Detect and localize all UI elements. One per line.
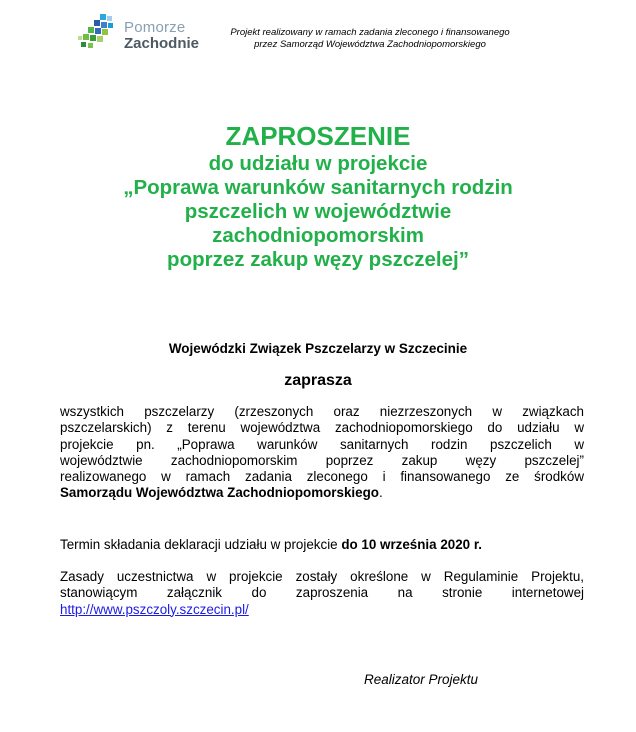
logo-text-zachodnie: Zachodnie (124, 35, 200, 52)
paragraph-line: wszystkich pszczelarzy (zrzeszonych oraz niezrzeszonych w związkach (60, 404, 584, 419)
paragraph-participants (60, 404, 584, 502)
organizer-name: Wojewódzki Związek Pszczelarzy w Szczecinie (168, 341, 468, 356)
signature: Realizator Projektu (364, 672, 479, 687)
paragraph-deadline (60, 537, 584, 553)
paragraph-line: realizowanego w ramach zadania zleconego i finansowanego ze środków (60, 469, 584, 485)
paragraph-line: województwie zachodniopomorskim poprzez zakup węzy pszczelej” (60, 452, 584, 468)
paragraph-line-last (60, 485, 584, 501)
paragraph-line: projekcie pn. „Poprawa warunków sanitarnych rodzin pszczelich w (60, 436, 584, 452)
title-line: zachodniopomorskim (212, 224, 424, 247)
project-note-line: przez Samorząd Województwa Zachodniopomorskiego (254, 39, 486, 50)
website-link[interactable]: http://www.pszczoly.szczecin.pl/ (60, 601, 249, 617)
pomorze-zachodnie-logo (78, 12, 198, 56)
logo-text-pomorze: Pomorze (124, 19, 186, 36)
period: . (378, 485, 383, 501)
project-note-line: Projekt realizowany w ramach zadania zleconego i finansowanego (230, 27, 510, 38)
title-line: „Poprawa warunków sanitarnych rodzin (123, 176, 513, 199)
title-line: pszczelich w województwie (184, 200, 452, 223)
title-main: ZAPROSZENIE (225, 121, 411, 151)
project-funding-note (205, 27, 535, 51)
logo-mark-icon (78, 12, 120, 52)
title-line: poprzez zakup węzy pszczelej” (167, 248, 469, 271)
paragraph-line: stanowiącym załącznik do zaproszenia na stronie internetowej (60, 585, 584, 601)
paragraph-rules (60, 569, 584, 618)
title-line: do udziału w projekcie (208, 152, 428, 175)
invitation-title (60, 120, 576, 272)
invites-word: zaprasza (284, 372, 352, 389)
funder-name: Samorządu Województwa Zachodniopomorskiego (60, 485, 379, 501)
deadline-date: do 10 września 2020 r. (341, 537, 483, 552)
paragraph-line: pszczelarskich) z terenu województwa zachodniopomorskiego do udziału w (60, 420, 584, 436)
paragraph-line: Zasady uczestnictwa w projekcie zostały określone w Regulaminie Projektu, (60, 569, 584, 584)
deadline-text: Termin składania deklaracji udziału w projekcie (60, 537, 342, 552)
